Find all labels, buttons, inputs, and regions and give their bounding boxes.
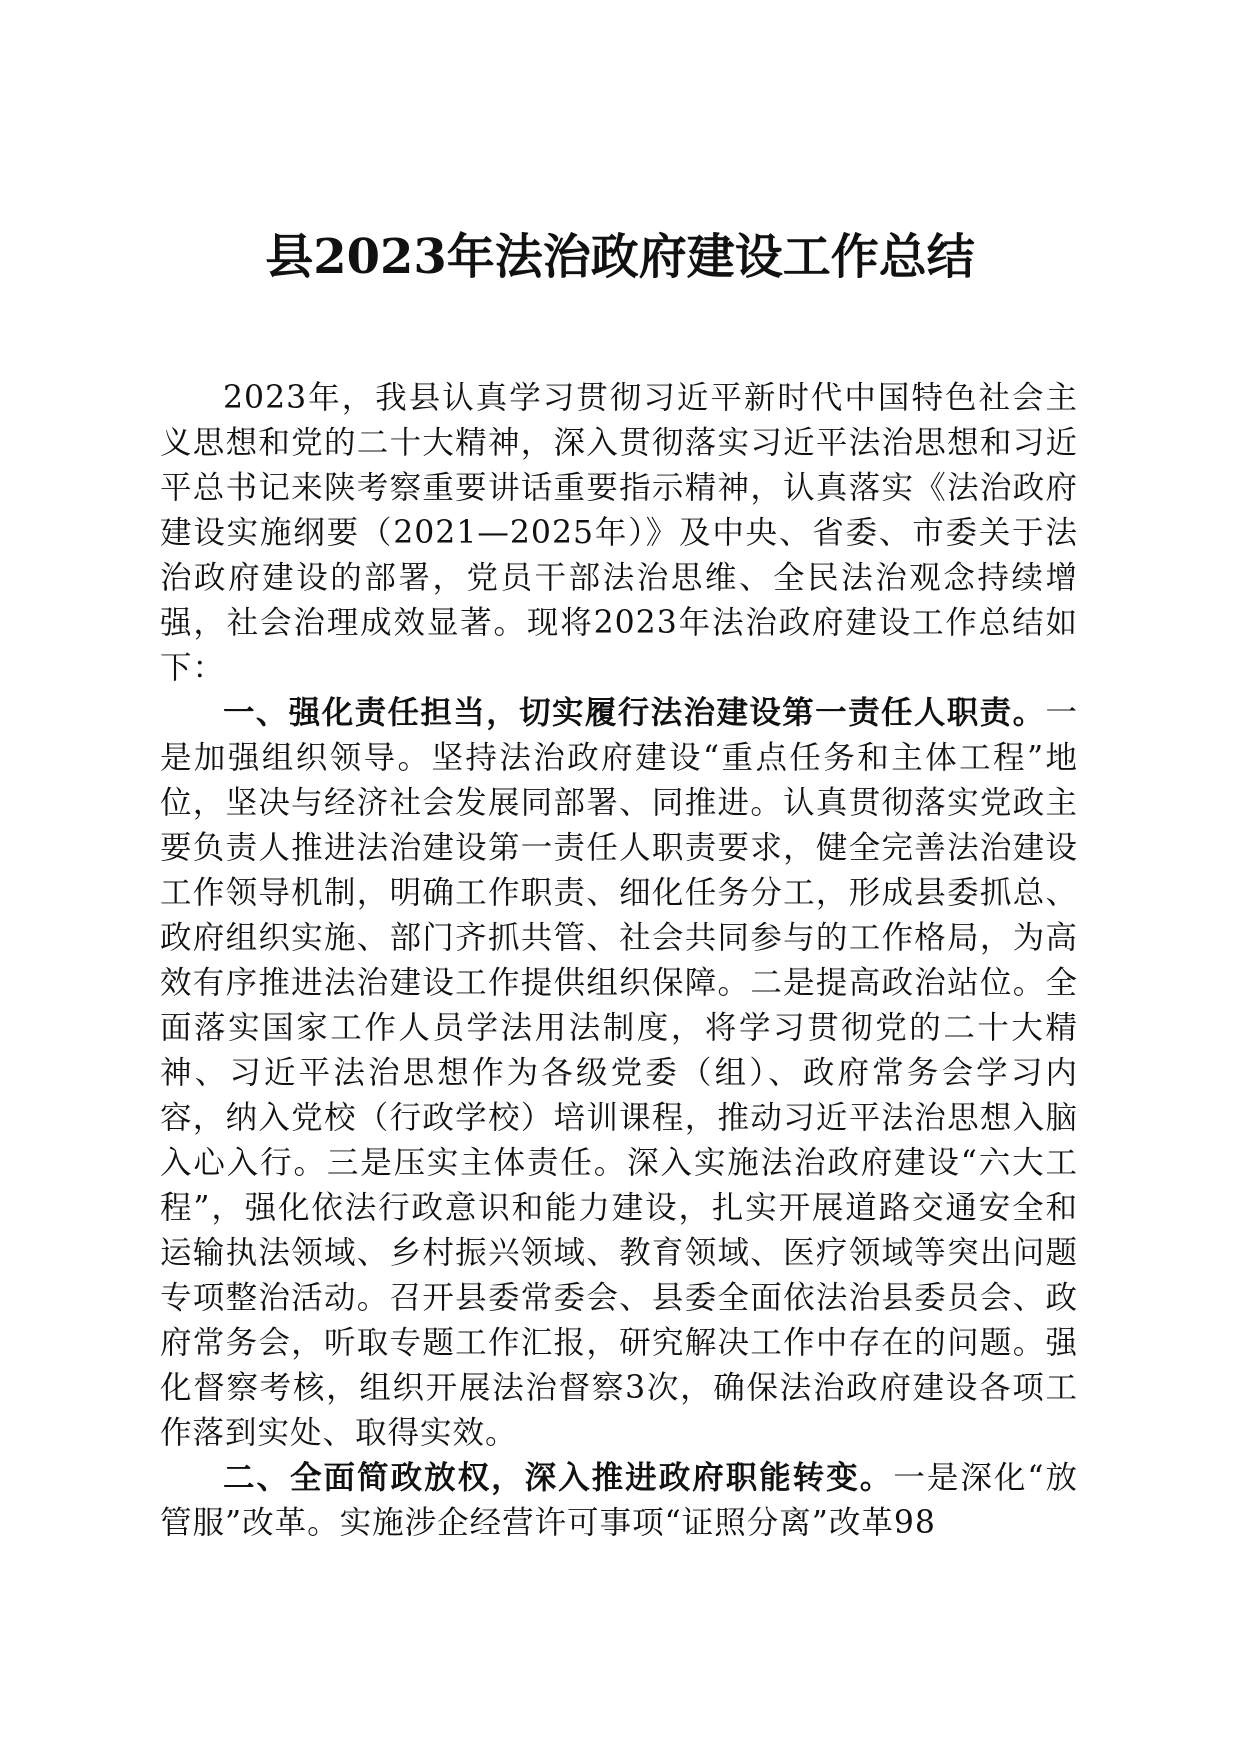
document-body: [160, 376, 1078, 1546]
section-1-paragraph: [160, 691, 1078, 1456]
section-2-paragraph: [160, 1456, 1078, 1546]
section-2-heading: 二、全面简政放权，深入推进政府职能转变。: [223, 1460, 894, 1496]
section-1-text: 一是加强组织领导。坚持法治政府建设“重点任务和主体工程”地位，坚决与经济社会发展同部署、同推进。认真贯彻落实党政主要负责人推进法治建设第一责任人职责要求，健全完善法治建设工作领导机制，明确工作职责、细化任务分工，形成县委抓总、政府组织实施、部门齐抓共管、社会共同参与的工作格局，为高效有序推进法治建设工作提供组织保障。二是提高政治站位。全面落实国家工作人员学法用法制度，将学习贯彻党的二十大精神、习近平法治思想作为各级党委（组）、政府常务会学习内容，纳入党校（行政学校）培训课程，推动习近平法治思想入脑入心入行。三是压实主体责任。深入实施法治政府建设“六大工程”，强化依法行政意识和能力建设，扎实开展道路交通安全和运输执法领域、乡村振兴领域、教育领域、医疗领域等突出问题专项整治活动。召开县委常委会、县委全面依法治县委员会、政府常务会，听取专题工作汇报，研究解决工作中存在的问题。强化督察考核，组织开展法治督察3次，确保法治政府建设各项工作落到实处、取得实效。: [160, 695, 1078, 1451]
section-1-heading: 一、强化责任担当，切实履行法治建设第一责任人职责。: [223, 695, 1046, 731]
intro-paragraph: 2023年，我县认真学习贯彻习近平新时代中国特色社会主义思想和党的二十大精神，深入贯彻落实习近平法治思想和习近平总书记来陕考察重要讲话重要指示精神，认真落实《法治政府建设实施纲要（2021—2025年）》及中央、省委、市委关于法治政府建设的部署，党员干部法治思维、全民法治观念持续增强，社会治理成效显著。现将2023年法治政府建设工作总结如下：: [160, 380, 1078, 686]
document-title: 县2023年法治政府建设工作总结: [265, 229, 975, 285]
section-2-text: 一是深化“放管服”改革。实施涉企经营许可事项“证照分离”改革98: [160, 1460, 1078, 1541]
